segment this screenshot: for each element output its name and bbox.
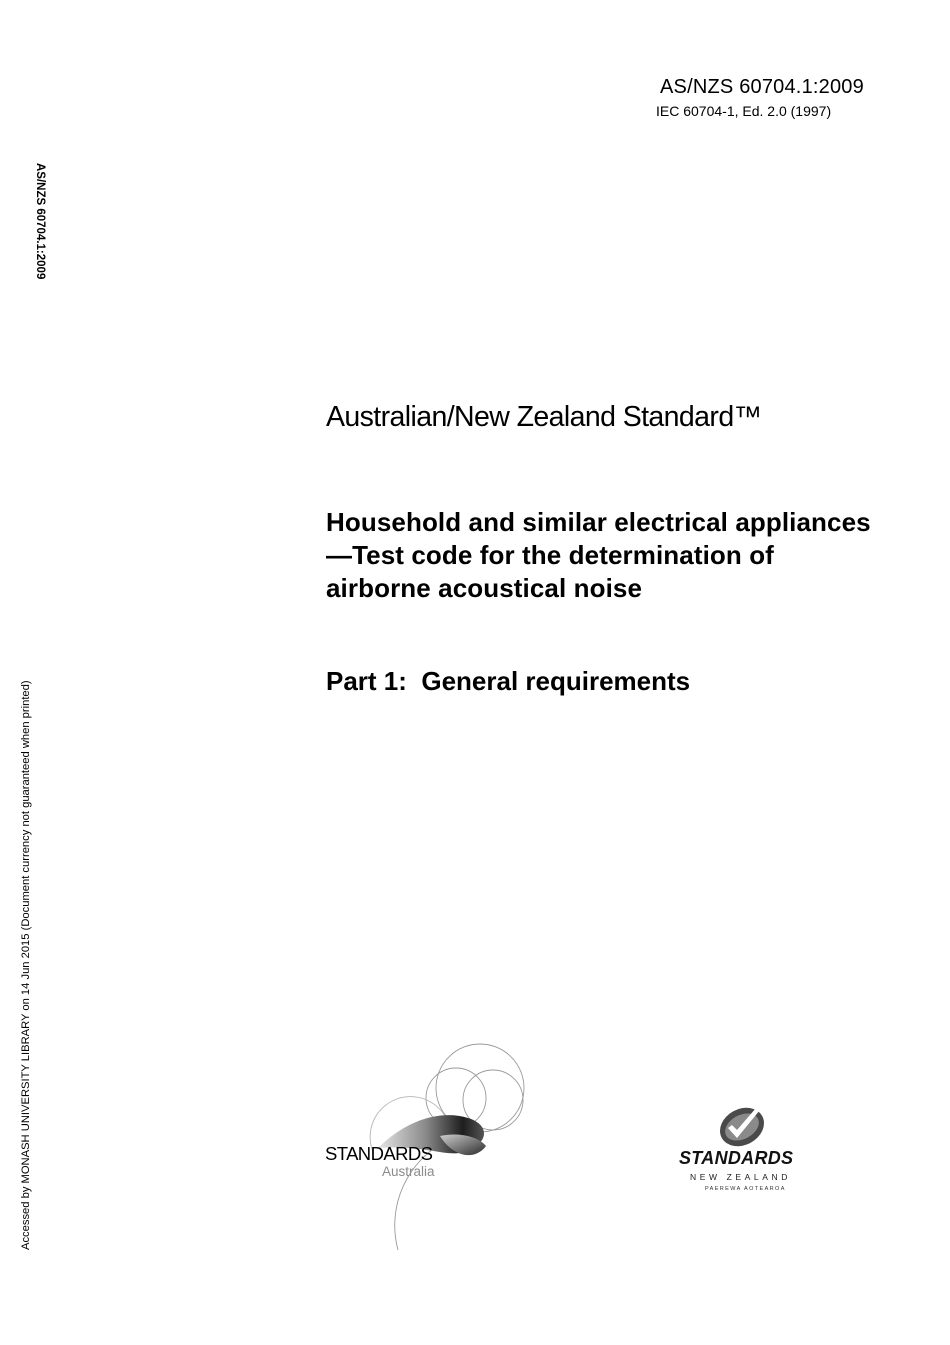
spine-standard-number: AS/NZS 60704.1:2009 bbox=[34, 163, 46, 280]
snz-logo-word3: PAEREWA AOTEAROA bbox=[705, 1186, 786, 1192]
standards-australia-logo bbox=[318, 1040, 538, 1255]
access-note: Accessed by MONASH UNIVERSITY LIBRARY on 14 Jun 2015 (Document currency not guaranteed when printed) bbox=[20, 680, 32, 1250]
snz-logo-word2: NEW ZEALAND bbox=[690, 1172, 791, 1182]
iec-reference: IEC 60704-1, Ed. 2.0 (1997) bbox=[656, 103, 832, 119]
sa-logo-word1: STANDARDS bbox=[325, 1143, 433, 1164]
part-title: Part 1: General requirements bbox=[326, 666, 691, 696]
standards-nz-logo bbox=[676, 1100, 828, 1200]
swirl-wave-icon bbox=[318, 1040, 538, 1255]
tick-oval-icon bbox=[676, 1100, 828, 1200]
snz-logo-word1: STANDARDS bbox=[679, 1148, 794, 1168]
standard-series: Australian/New Zealand Standard™ bbox=[326, 401, 762, 433]
document-title: Household and similar electrical appliances—Test code for the determination of airborne acoustical noise bbox=[326, 507, 871, 603]
sa-logo-word2: Australia bbox=[382, 1164, 435, 1179]
standard-number: AS/NZS 60704.1:2009 bbox=[660, 76, 864, 98]
